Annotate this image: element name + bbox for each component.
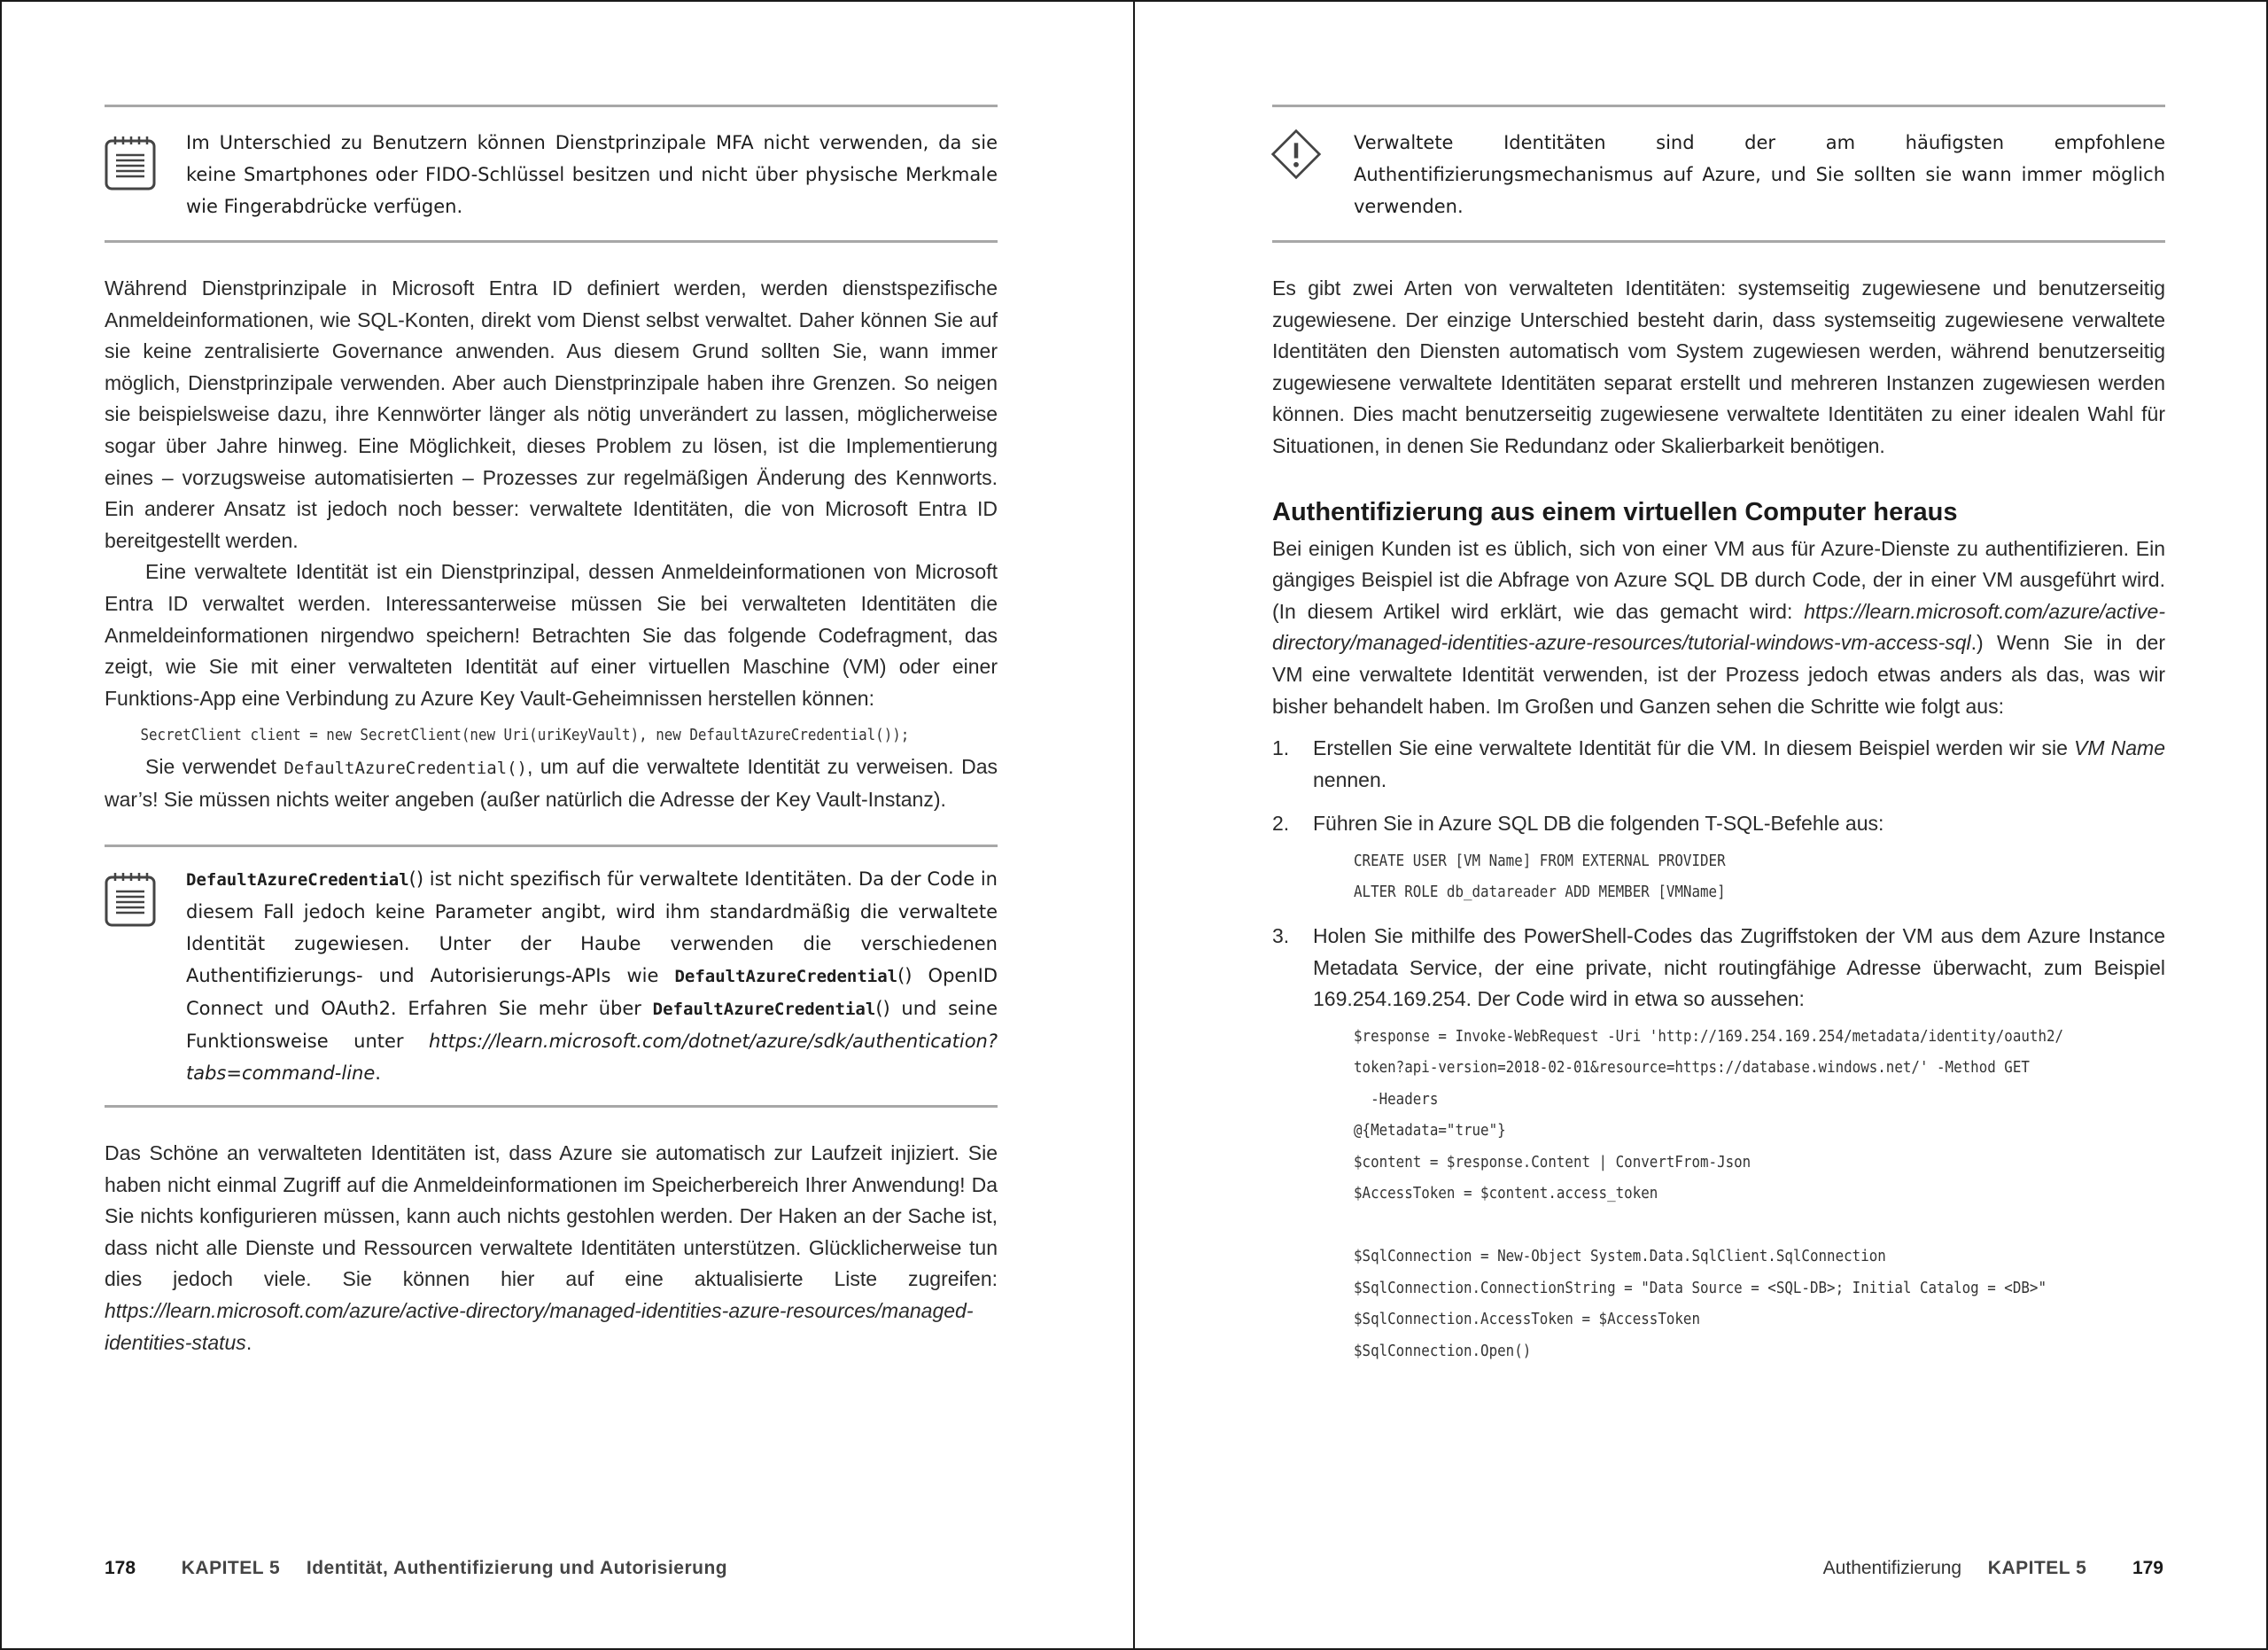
step-text — [1272, 808, 2165, 840]
paragraph-text: Bei einigen Kunden ist es üblich, sich von einer VM aus für Azure-Dienste zu authentifizieren. Ein gängiges Beispiel ist die Abfrage von Azure SQL DB durch Code, der in einer VM ausgeführt wird. (In diesem Artikel wird erklärt, wie das gemacht wird: — [1272, 536, 2165, 623]
note-text-part: () ist nicht spezifisch für verwaltete Identitäten. Da der Code in diesem Fall jedoch keine Parameter angibt, wird ihm standardmäßig die verwaltete Identität zugewiesen. Unter der Haube verwenden die verschiedenen Authentifizierungs- und Autorisierungs-APIs wie — [186, 868, 998, 986]
paragraph: Während Dienstprinzipale in Microsoft Entra ID definiert werden, werden dienstspezifische Anmeldeinformationen, wie SQL-Konten, direkt vom Dienst selbst verwaltet. Daher können Sie auf sie keine zentralisierte Governance anwenden. Aus diesem Grund sollten Sie, wann immer möglich, Dienstprinzipale verwenden. Aber auch Dienstprinzipale haben ihre Grenzen. So neigen sie beispielsweise dazu, ihre Kennwörter länger als nötig unverändert zu lassen, möglicherweise sogar über Jahre hinweg. Eine Möglichkeit, dieses Problem zu lösen, ist die Implementierung eines – vorzugsweise automatisierten – Prozesses zur regelmäßigen Änderung des Kennworts. Ein anderer Ansatz ist jedoch noch besser: verwaltete Identitäten, die von Microsoft Entra ID bereitgestellt werden. — [105, 276, 998, 552]
chapter-label: KAPITEL 5 — [1987, 1558, 2087, 1578]
step-emphasis: VM Name — [2074, 736, 2166, 760]
note-icon — [105, 136, 156, 191]
step-text — [1272, 921, 2165, 1016]
inline-code: DefaultAzureCredential — [652, 1000, 876, 1019]
paragraph-text: . — [245, 1330, 252, 1354]
code-line: $SqlConnection.ConnectionString = "Data Source = <SQL-DB>; Initial Catalog = <DB>" — [1354, 1278, 2047, 1297]
page-footer — [105, 1555, 727, 1582]
left-column — [105, 105, 998, 1358]
code-line — [1354, 1210, 2068, 1241]
page-number: 178 — [105, 1558, 136, 1578]
inline-code: DefaultAzureCredential() — [284, 758, 527, 778]
code-line: $SqlConnection.AccessToken = $AccessToken — [1354, 1310, 1701, 1329]
note-text: Im Unterschied zu Benutzern können Dienstprinzipale MFA nicht verwenden, da sie keine Smartphones oder FIDO-Schlüssel besitzen und nicht über physische Merkmale wie Fingerabdrücke verfügen. — [186, 132, 998, 217]
code-line: $content = $response.Content | ConvertFrom-Json — [1354, 1152, 1751, 1171]
note-text-part: () OpenID Connect und OAuth2. Erfahren Sie mehr über — [186, 965, 998, 1019]
warning-box — [1272, 105, 2165, 243]
page-number: 179 — [2132, 1558, 2163, 1578]
code-line: $SqlConnection = New-Object System.Data.SqlClient.SqlConnection — [1354, 1247, 1886, 1266]
right-page — [1133, 0, 2268, 1650]
code-block — [1313, 1021, 2165, 1367]
note-text-part: () und seine Funktionsweise unter — [186, 998, 998, 1052]
paragraph-text: .) Wenn Sie in der VM eine verwaltete Identität verwenden, ist der Prozess jedoch etwas anders als das, was wir bisher behandelt haben. Im Großen und Ganzen sehen die Schritte wie folgt aus: — [1272, 631, 2165, 718]
steps-list — [1272, 733, 2165, 1366]
inline-code: DefaultAzureCredential — [674, 967, 898, 986]
code-line: @{Metadata="true"} — [1354, 1121, 1506, 1140]
code-line: $response = Invoke-WebRequest -Uri 'http://169.254.169.254/metadata/identity/oauth2/ — [1354, 1026, 2064, 1046]
link[interactable]: https://learn.microsoft.com/azure/active-directory/managed-identities-azure-resources/tutorial-windows-vm-access-sql — [1272, 599, 2165, 655]
warning-text: Verwaltete Identitäten sind der am häufigsten empfohlene Authentifizierungsmechanismus auf Azure, und Sie sollten sie wann immer möglich verwenden. — [1354, 132, 2165, 217]
paragraph — [105, 751, 998, 816]
warning-icon — [1270, 127, 1322, 182]
code-line: token?api-version=2018-02-01&resource=https://database.windows.net/' -Method GET — [1354, 1058, 2030, 1078]
step-text-part: Führen Sie in Azure SQL DB die folgenden T-SQL-Befehle aus: — [1313, 812, 1884, 836]
paragraph-text: Sie verwendet — [145, 754, 284, 778]
step-number: 1. — [1272, 736, 1290, 760]
code-line: -Headers — [1354, 1089, 1439, 1109]
paragraph — [105, 1138, 998, 1358]
step-number: 3. — [1272, 923, 1290, 947]
paragraph: Es gibt zwei Arten von verwalteten Identitäten: systemseitig zugewiesene und benutzerseitig zugewiesene. Der einzige Unterschied besteht darin, dass systemseitig zugewiesene verwaltete Identitäten den Diensten automatisch vom System zugewiesen werden, während benutzerseitig zugewiesene verwaltete Identitäten separat erstellt und mehreren Instanzen zugewiesen werden können. Dies macht benutzerseitig zugewiesene verwaltete Identitäten zu einer idealen Wahl für Situationen, in denen Sie Redundanz oder Skalierbarkeit benötigen. — [1272, 276, 2165, 457]
section-heading: Authentifizierung aus einem virtuellen Computer heraus — [1272, 497, 1958, 526]
step-text-part: Erstellen Sie eine verwaltete Identität für die VM. In diesem Beispiel werden wir sie — [1313, 736, 2075, 760]
paragraph-text: , um auf die verwaltete Identität zu verweisen. Das war’s! Sie müssen nichts weiter angeben (außer natürlich die Adresse der Key Vault-Instanz). — [105, 754, 998, 812]
link[interactable]: https://learn.microsoft.com/dotnet/azure/sdk/authentication?tabs=command-line — [186, 1031, 998, 1084]
step-text-part: Holen Sie mithilfe des PowerShell-Codes das Zugriffstoken der VM aus dem Azure Instance Metadata Service, der eine private, nicht routingfähige Adresse überwacht, zum Beispiel 169.254.169.254. Der Code wird in etwa so aussehen: — [1313, 923, 2165, 1011]
note-text-part: . — [375, 1062, 381, 1084]
code-line: $AccessToken = $content.access_token — [1354, 1184, 1658, 1203]
inline-code: DefaultAzureCredential — [186, 870, 409, 890]
link[interactable]: https://learn.microsoft.com/azure/active-directory/managed-identities-azure-resources/managed-identities-status — [105, 1298, 974, 1354]
chapter-label: KAPITEL 5 — [181, 1558, 281, 1578]
paragraph-text: Das Schöne an verwalteten Identitäten ist, dass Azure sie automatisch zur Laufzeit injiziert. Sie haben nicht einmal Zugriff auf die Anmeldeinformationen im Speicherbereich Ihrer Anwendung! Da Sie nichts konfigurieren müssen, kann auch nichts gestohlen werden. Der Haken an der Sache ist, dass nicht alle Dienste und Ressourcen verwaltete Identitäten unterstützen. Glücklicherweise tun dies jedoch viele. Sie können hier auf eine aktualisierte Liste zugreifen: — [105, 1141, 998, 1291]
step-number: 2. — [1272, 812, 1290, 836]
note-text — [186, 863, 998, 1089]
note-box — [105, 105, 998, 243]
list-item — [1272, 921, 2165, 1366]
section-label: Authentifizierung — [1822, 1558, 1962, 1578]
code-line: $SqlConnection.Open() — [1354, 1341, 1532, 1360]
paragraph — [1272, 533, 2165, 723]
code-block — [1313, 845, 2165, 908]
page-footer — [1823, 1555, 2163, 1582]
note-icon — [105, 872, 156, 927]
code-line: CREATE USER [VM Name] FROM EXTERNAL PROVIDER — [1354, 851, 1726, 870]
paragraph: Eine verwaltete Identität ist ein Dienstprinzipal, dessen Anmeldeinformationen von Microsoft Entra ID verwaltet werden. Interessanterweise müssen Sie bei verwalteten Identitäten die Anmeldeinformationen nirgendwo speichern! Betrachten Sie das folgende Codefragment, das zeigt, wie Sie mit einer verwalteten Identität auf einer virtuellen Maschine (VM) oder einer Funktions-App eine Verbindung zu Azure Key Vault-Geheimnissen herstellen können: — [105, 560, 998, 710]
list-item — [1272, 733, 2165, 796]
note-box — [105, 844, 998, 1108]
step-text — [1272, 733, 2166, 796]
code-line: SecretClient client = new SecretClient(new Uri(uriKeyVault), new DefaultAzureCredential()); — [140, 726, 910, 745]
chapter-title: Identität, Authentifizierung und Autorisierung — [306, 1558, 728, 1578]
code-line: ALTER ROLE db_datareader ADD MEMBER [VMName] — [1354, 883, 1726, 902]
right-column — [1272, 105, 2165, 1366]
step-text-part: nennen. — [1313, 767, 1387, 791]
list-item — [1272, 808, 2165, 908]
